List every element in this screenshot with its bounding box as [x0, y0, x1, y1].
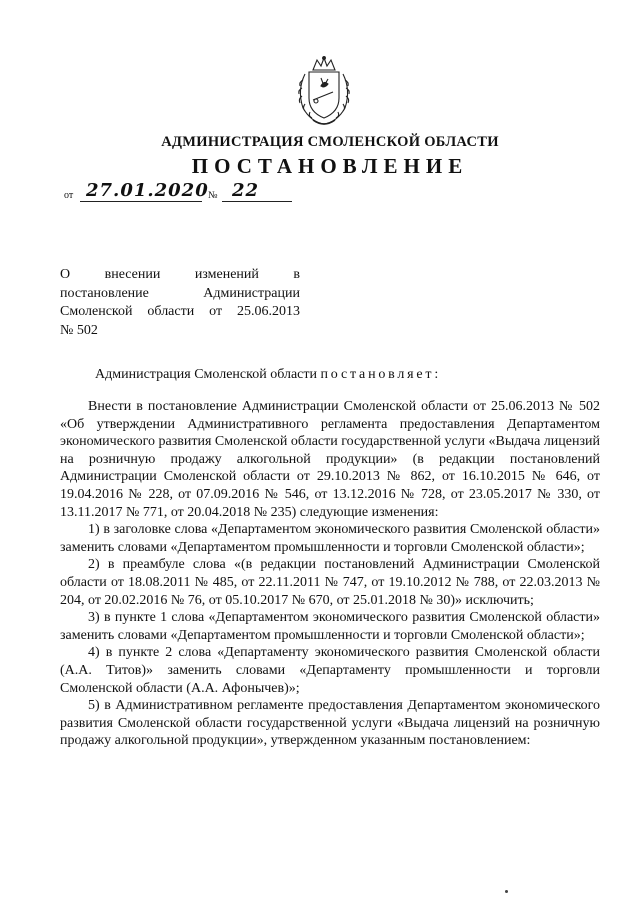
date-number-row: [60, 180, 320, 206]
document-body: [60, 398, 600, 750]
number-underline: [222, 201, 292, 202]
body-paragraph: 5) в Административном регламенте предоставления Департаментом экономического развития Смоленской области государственной услуги «Выдача лицензий на розничную продажу алкогольной продукции», утвержденном указанным постановлением:: [60, 698, 600, 749]
document-subject: [60, 266, 300, 340]
date-label: от: [64, 190, 74, 201]
subject-line: О внесении изменений в: [60, 267, 300, 282]
subject-line: Смоленской области от 25.06.2013: [60, 304, 300, 319]
scan-speck: [505, 890, 508, 893]
document-date: 27.01.2020: [86, 180, 209, 201]
coat-of-arms-emblem: [291, 56, 357, 128]
body-paragraph: 2) в преамбуле слова «(в редакции постановлений Администрации Смоленской области от 18.08.2011 № 485, от 22.11.2011 № 747, от 19.10.2012 № 788, от 22.03.2013 № 204, от 20.02.2016 № 76, от 05.10.2017 № 670, от 25.01.2018 № 30)» исключить;: [60, 557, 600, 608]
body-paragraph: 3) в пункте 1 слова «Департаментом экономического развития Смоленской области» заменить словами «Департаментом промышленности и торговли Смоленской области»;: [60, 610, 600, 643]
document-number: 22: [232, 180, 260, 201]
subject-line: № 502: [60, 322, 98, 338]
intro-resolves: постановляет:: [320, 367, 442, 382]
intro-prefix: Администрация Смоленской области: [95, 367, 321, 382]
body-paragraph: 4) в пункте 2 слова «Департаменту экономического развития Смоленской области (А.А. Титов)» заменить словами «Департаменту промышленности и торговли Смоленской области (А.А. Афонычев)»;: [60, 645, 600, 696]
resolution-intro: [95, 366, 441, 384]
agency-title: АДМИНИСТРАЦИЯ СМОЛЕНСКОЙ ОБЛАСТИ: [161, 134, 499, 150]
date-underline: [80, 201, 202, 202]
document-type-title: ПОСТАНОВЛЕНИЕ: [191, 154, 469, 178]
number-label: №: [208, 190, 218, 201]
body-paragraph: 1) в заголовке слова «Департаментом экономического развития Смоленской области» заменить словами «Департаментом промышленности и торговли Смоленской области»;: [60, 522, 600, 555]
subject-line: постановление Администрации: [60, 285, 300, 301]
body-paragraph: Внести в постановление Администрации Смоленской области от 25.06.2013 № 502 «Об утверждении Административного регламента предоставления Департаментом экономического развития Смоленской области государственной услуги «Выдача лицензий на розничную продажу алкогольной продукции» (в редакции постановлений Администрации Смоленской области от 29.10.2013 № 862, от 16.10.2015 № 646, от 19.04.2016 № 228, от 07.09.2016 № 546, от 13.12.2016 № 728, от 23.05.2017 № 330, от 13.11.2017 № 771, от 20.04.2018 № 235) следующие изменения:: [60, 399, 600, 520]
